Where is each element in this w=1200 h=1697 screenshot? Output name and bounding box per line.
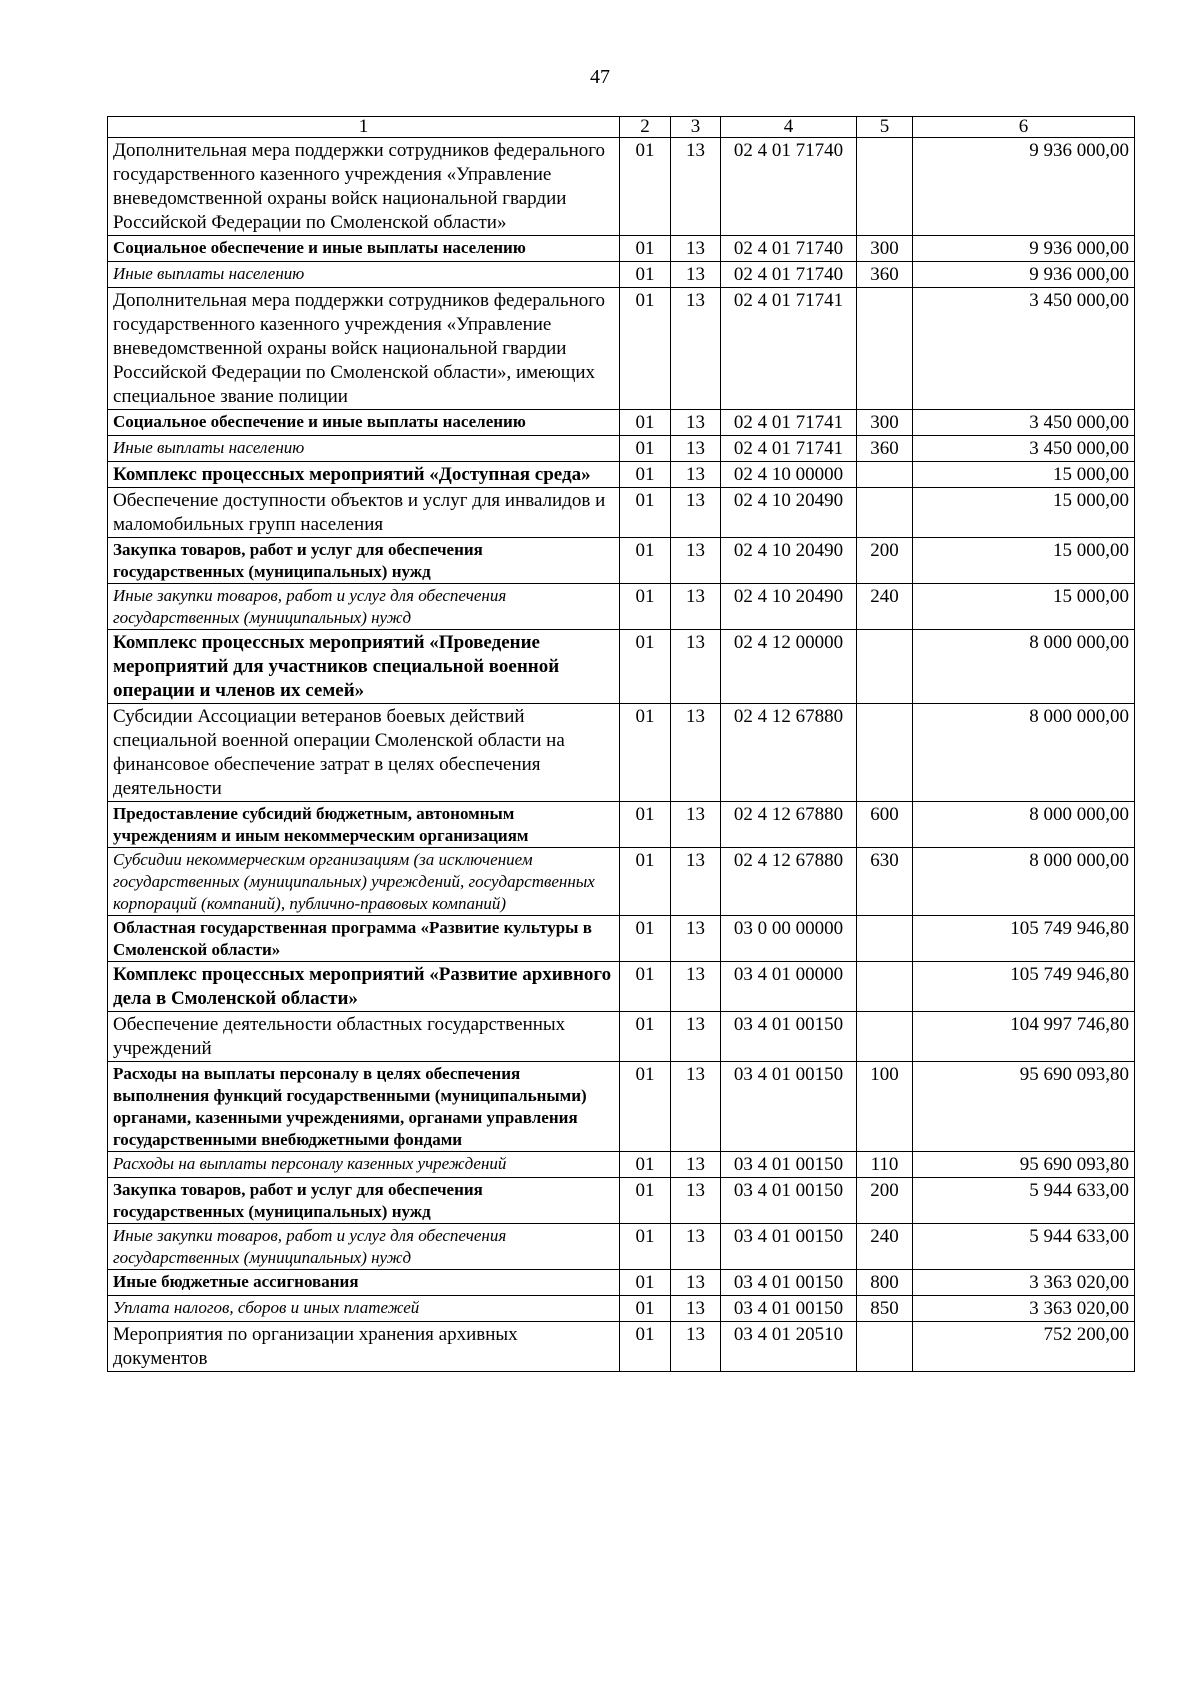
row-section-cell: 01 xyxy=(620,802,671,848)
table-body xyxy=(108,138,1135,1372)
row-name-cell: Закупка товаров, работ и услуг для обеспечения государственных (муниципальных) нужд xyxy=(108,1178,620,1224)
row-amount-cell: 8 000 000,00 xyxy=(913,630,1135,704)
row-target-code-cell: 02 4 10 00000 xyxy=(721,462,857,488)
table-row xyxy=(108,288,1135,410)
row-expense-type-cell xyxy=(857,630,913,704)
row-subsection-cell: 13 xyxy=(671,1178,721,1224)
row-subsection-cell: 13 xyxy=(671,1012,721,1062)
row-target-code-cell: 03 4 01 00150 xyxy=(721,1224,857,1270)
table-row xyxy=(108,1296,1135,1322)
row-subsection-cell: 13 xyxy=(671,288,721,410)
row-expense-type-cell: 300 xyxy=(857,410,913,436)
table-row xyxy=(108,1152,1135,1178)
row-section-cell: 01 xyxy=(620,436,671,462)
row-target-code-cell: 03 4 01 00150 xyxy=(721,1270,857,1296)
row-name-cell: Комплекс процессных мероприятий «Развитие архивного дела в Смоленской области» xyxy=(108,962,620,1012)
row-expense-type-cell: 850 xyxy=(857,1296,913,1322)
row-expense-type-cell: 200 xyxy=(857,538,913,584)
row-target-code-cell: 03 4 01 00000 xyxy=(721,962,857,1012)
row-target-code-cell: 02 4 12 67880 xyxy=(721,704,857,802)
row-section-cell: 01 xyxy=(620,462,671,488)
page-number: 47 xyxy=(590,66,610,88)
row-subsection-cell: 13 xyxy=(671,1270,721,1296)
table-row xyxy=(108,236,1135,262)
row-expense-type-cell xyxy=(857,1012,913,1062)
row-section-cell: 01 xyxy=(620,410,671,436)
row-section-cell: 01 xyxy=(620,488,671,538)
table-header-row xyxy=(108,117,1135,138)
row-target-code-cell: 03 0 00 00000 xyxy=(721,916,857,962)
row-subsection-cell: 13 xyxy=(671,848,721,916)
row-section-cell: 01 xyxy=(620,1270,671,1296)
row-subsection-cell: 13 xyxy=(671,1224,721,1270)
row-section-cell: 01 xyxy=(620,538,671,584)
row-subsection-cell: 13 xyxy=(671,488,721,538)
row-amount-cell: 8 000 000,00 xyxy=(913,704,1135,802)
row-subsection-cell: 13 xyxy=(671,916,721,962)
row-target-code-cell: 03 4 01 00150 xyxy=(721,1012,857,1062)
row-expense-type-cell: 240 xyxy=(857,1224,913,1270)
row-section-cell: 01 xyxy=(620,848,671,916)
row-expense-type-cell: 200 xyxy=(857,1178,913,1224)
row-name-cell: Иные выплаты населению xyxy=(108,436,620,462)
row-expense-type-cell: 110 xyxy=(857,1152,913,1178)
row-name-cell: Предоставление субсидий бюджетным, автономным учреждениям и иным некоммерческим организациям xyxy=(108,802,620,848)
row-target-code-cell: 02 4 12 67880 xyxy=(721,802,857,848)
row-name-cell: Комплекс процессных мероприятий «Доступная среда» xyxy=(108,462,620,488)
row-target-code-cell: 02 4 12 67880 xyxy=(721,848,857,916)
row-section-cell: 01 xyxy=(620,1296,671,1322)
row-subsection-cell: 13 xyxy=(671,704,721,802)
table-row xyxy=(108,962,1135,1012)
row-name-cell: Областная государственная программа «Развитие культуры в Смоленской области» xyxy=(108,916,620,962)
row-amount-cell: 9 936 000,00 xyxy=(913,138,1135,236)
row-subsection-cell: 13 xyxy=(671,630,721,704)
row-expense-type-cell: 240 xyxy=(857,584,913,630)
row-section-cell: 01 xyxy=(620,962,671,1012)
row-name-cell: Обеспечение деятельности областных государственных учреждений xyxy=(108,1012,620,1062)
row-section-cell: 01 xyxy=(620,584,671,630)
row-expense-type-cell xyxy=(857,704,913,802)
row-name-cell: Обеспечение доступности объектов и услуг для инвалидов и маломобильных групп населения xyxy=(108,488,620,538)
row-amount-cell: 5 944 633,00 xyxy=(913,1178,1135,1224)
table-row xyxy=(108,138,1135,236)
row-section-cell: 01 xyxy=(620,1062,671,1152)
table-row xyxy=(108,1178,1135,1224)
table-row xyxy=(108,848,1135,916)
row-expense-type-cell xyxy=(857,288,913,410)
row-expense-type-cell xyxy=(857,962,913,1012)
row-name-cell: Иные выплаты населению xyxy=(108,262,620,288)
row-target-code-cell: 02 4 01 71741 xyxy=(721,288,857,410)
row-name-cell: Дополнительная мера поддержки сотрудников федерального государственного казенного учреждения «Управление вневедомственной охраны войск национальной гвардии Российской Федерации по Смоленской области» xyxy=(108,138,620,236)
row-target-code-cell: 02 4 10 20490 xyxy=(721,584,857,630)
row-name-cell: Субсидии Ассоциации ветеранов боевых действий специальной военной операции Смоленской области на финансовое обеспечение затрат в целях обеспечения деятельности xyxy=(108,704,620,802)
row-amount-cell: 3 450 000,00 xyxy=(913,288,1135,410)
row-name-cell: Комплекс процессных мероприятий «Проведение мероприятий для участников специальной военной операции и членов их семей» xyxy=(108,630,620,704)
row-subsection-cell: 13 xyxy=(671,1322,721,1372)
row-amount-cell: 3 450 000,00 xyxy=(913,436,1135,462)
row-amount-cell: 3 450 000,00 xyxy=(913,410,1135,436)
row-amount-cell: 9 936 000,00 xyxy=(913,262,1135,288)
row-amount-cell: 8 000 000,00 xyxy=(913,848,1135,916)
row-section-cell: 01 xyxy=(620,1178,671,1224)
row-subsection-cell: 13 xyxy=(671,962,721,1012)
row-expense-type-cell xyxy=(857,488,913,538)
table-row xyxy=(108,1062,1135,1152)
row-subsection-cell: 13 xyxy=(671,1152,721,1178)
row-amount-cell: 104 997 746,80 xyxy=(913,1012,1135,1062)
row-name-cell: Субсидии некоммерческим организациям (за исключением государственных (муниципальных) учреждений, государственных корпораций (компаний), публично-правовых компаний) xyxy=(108,848,620,916)
row-section-cell: 01 xyxy=(620,1152,671,1178)
row-amount-cell: 15 000,00 xyxy=(913,488,1135,538)
row-name-cell: Иные закупки товаров, работ и услуг для обеспечения государственных (муниципальных) нужд xyxy=(108,584,620,630)
row-target-code-cell: 02 4 01 71740 xyxy=(721,138,857,236)
row-section-cell: 01 xyxy=(620,1224,671,1270)
row-name-cell: Социальное обеспечение и иные выплаты населению xyxy=(108,236,620,262)
header-col-3: 3 xyxy=(671,117,721,138)
row-amount-cell: 3 363 020,00 xyxy=(913,1296,1135,1322)
header-col-1: 1 xyxy=(108,117,620,138)
row-subsection-cell: 13 xyxy=(671,436,721,462)
row-subsection-cell: 13 xyxy=(671,802,721,848)
row-section-cell: 01 xyxy=(620,916,671,962)
row-expense-type-cell: 360 xyxy=(857,262,913,288)
row-section-cell: 01 xyxy=(620,704,671,802)
row-amount-cell: 105 749 946,80 xyxy=(913,962,1135,1012)
row-name-cell: Закупка товаров, работ и услуг для обеспечения государственных (муниципальных) нужд xyxy=(108,538,620,584)
row-amount-cell: 105 749 946,80 xyxy=(913,916,1135,962)
row-target-code-cell: 02 4 10 20490 xyxy=(721,488,857,538)
row-amount-cell: 8 000 000,00 xyxy=(913,802,1135,848)
row-amount-cell: 15 000,00 xyxy=(913,584,1135,630)
row-target-code-cell: 02 4 01 71741 xyxy=(721,436,857,462)
row-subsection-cell: 13 xyxy=(671,1062,721,1152)
row-subsection-cell: 13 xyxy=(671,1296,721,1322)
table-row xyxy=(108,262,1135,288)
table-row xyxy=(108,410,1135,436)
row-subsection-cell: 13 xyxy=(671,584,721,630)
table-row xyxy=(108,488,1135,538)
row-expense-type-cell: 630 xyxy=(857,848,913,916)
row-amount-cell: 15 000,00 xyxy=(913,538,1135,584)
row-target-code-cell: 02 4 01 71741 xyxy=(721,410,857,436)
row-name-cell: Иные бюджетные ассигнования xyxy=(108,1270,620,1296)
row-section-cell: 01 xyxy=(620,630,671,704)
row-subsection-cell: 13 xyxy=(671,262,721,288)
row-amount-cell: 5 944 633,00 xyxy=(913,1224,1135,1270)
row-name-cell: Расходы на выплаты персоналу в целях обеспечения выполнения функций государственными (муниципальными) органами, казенными учреждениями, органами управления государственными внебюджетными фондами xyxy=(108,1062,620,1152)
row-expense-type-cell: 800 xyxy=(857,1270,913,1296)
table-row xyxy=(108,916,1135,962)
row-target-code-cell: 03 4 01 00150 xyxy=(721,1152,857,1178)
row-expense-type-cell xyxy=(857,462,913,488)
table-row xyxy=(108,630,1135,704)
row-expense-type-cell: 300 xyxy=(857,236,913,262)
header-col-4: 4 xyxy=(721,117,857,138)
table-row xyxy=(108,802,1135,848)
row-section-cell: 01 xyxy=(620,288,671,410)
row-target-code-cell: 02 4 10 20490 xyxy=(721,538,857,584)
row-section-cell: 01 xyxy=(620,1322,671,1372)
row-amount-cell: 95 690 093,80 xyxy=(913,1062,1135,1152)
row-expense-type-cell xyxy=(857,138,913,236)
header-col-2: 2 xyxy=(620,117,671,138)
row-amount-cell: 95 690 093,80 xyxy=(913,1152,1135,1178)
row-target-code-cell: 02 4 01 71740 xyxy=(721,236,857,262)
row-subsection-cell: 13 xyxy=(671,410,721,436)
row-expense-type-cell xyxy=(857,1322,913,1372)
row-target-code-cell: 03 4 01 20510 xyxy=(721,1322,857,1372)
row-subsection-cell: 13 xyxy=(671,462,721,488)
budget-table xyxy=(107,116,1135,1372)
row-amount-cell: 15 000,00 xyxy=(913,462,1135,488)
row-section-cell: 01 xyxy=(620,236,671,262)
row-target-code-cell: 03 4 01 00150 xyxy=(721,1062,857,1152)
row-expense-type-cell xyxy=(857,916,913,962)
row-subsection-cell: 13 xyxy=(671,138,721,236)
table-row xyxy=(108,704,1135,802)
table-row xyxy=(108,462,1135,488)
row-expense-type-cell: 600 xyxy=(857,802,913,848)
table-row xyxy=(108,1322,1135,1372)
row-target-code-cell: 02 4 12 00000 xyxy=(721,630,857,704)
row-section-cell: 01 xyxy=(620,1012,671,1062)
row-name-cell: Дополнительная мера поддержки сотрудников федерального государственного казенного учреждения «Управление вневедомственной охраны войск национальной гвардии Российской Федерации по Смоленской области», имеющих специальное звание полиции xyxy=(108,288,620,410)
row-name-cell: Мероприятия по организации хранения архивных документов xyxy=(108,1322,620,1372)
table-row xyxy=(108,538,1135,584)
row-target-code-cell: 03 4 01 00150 xyxy=(721,1296,857,1322)
row-expense-type-cell: 360 xyxy=(857,436,913,462)
row-expense-type-cell: 100 xyxy=(857,1062,913,1152)
header-col-5: 5 xyxy=(857,117,913,138)
row-target-code-cell: 03 4 01 00150 xyxy=(721,1178,857,1224)
row-amount-cell: 3 363 020,00 xyxy=(913,1270,1135,1296)
row-name-cell: Социальное обеспечение и иные выплаты населению xyxy=(108,410,620,436)
header-col-6: 6 xyxy=(913,117,1135,138)
table-row xyxy=(108,436,1135,462)
row-target-code-cell: 02 4 01 71740 xyxy=(721,262,857,288)
table-row xyxy=(108,1270,1135,1296)
row-amount-cell: 9 936 000,00 xyxy=(913,236,1135,262)
row-section-cell: 01 xyxy=(620,262,671,288)
table-row xyxy=(108,1224,1135,1270)
row-name-cell: Уплата налогов, сборов и иных платежей xyxy=(108,1296,620,1322)
row-name-cell: Иные закупки товаров, работ и услуг для обеспечения государственных (муниципальных) нужд xyxy=(108,1224,620,1270)
table-row xyxy=(108,1012,1135,1062)
row-section-cell: 01 xyxy=(620,138,671,236)
row-subsection-cell: 13 xyxy=(671,236,721,262)
row-amount-cell: 752 200,00 xyxy=(913,1322,1135,1372)
row-name-cell: Расходы на выплаты персоналу казенных учреждений xyxy=(108,1152,620,1178)
row-subsection-cell: 13 xyxy=(671,538,721,584)
table-row xyxy=(108,584,1135,630)
